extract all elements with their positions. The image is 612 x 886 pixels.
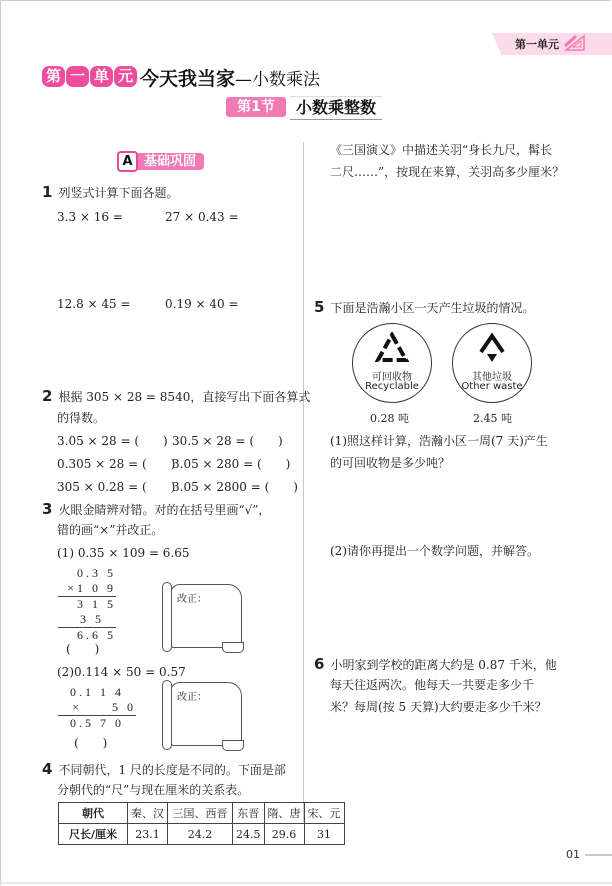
judge-bracket[interactable]: ( ) — [66, 642, 100, 656]
fill-blank-item[interactable]: 30.5 × 28 = ( ) — [172, 434, 283, 448]
section-badge: 第1节 — [226, 97, 286, 117]
bin-label-en: Other waste — [461, 381, 523, 392]
bin-amount: 2.45 吨 — [473, 412, 512, 425]
unit-title — [140, 64, 320, 91]
calc-item: 0.19 × 40 = — [165, 297, 239, 311]
table-cell: 隋、唐 — [264, 803, 304, 824]
unit-badge: 元 — [114, 66, 137, 87]
question-number: 6 — [314, 655, 325, 673]
question-4-cont: 《三国演义》中描述关羽“身长九尺，髯长 — [330, 143, 553, 157]
bin-label-cn: 可回收物 — [372, 372, 412, 383]
recyclable-bin — [352, 323, 432, 403]
question-1 — [42, 183, 178, 201]
question-number: 4 — [42, 760, 53, 778]
section-title: 小数乘整数 — [290, 96, 382, 120]
other-waste-bin — [452, 323, 532, 403]
scroll-foot-decoration — [222, 740, 244, 751]
bin-amount: 0.28 吨 — [370, 412, 409, 425]
calc-item: 3.3 × 16 = — [57, 210, 123, 224]
unit-subtitle: —小数乘法 — [235, 70, 321, 90]
calc-row: ×1 0 9 — [58, 581, 116, 597]
table-row-header: 尺长/厘米 — [59, 824, 128, 845]
fill-blank-item[interactable]: 0.305 × 28 = ( ) — [57, 457, 176, 471]
table-cell: 24.2 — [168, 824, 233, 845]
question-number: 1 — [42, 183, 53, 201]
calc-row: × 5 0 — [58, 700, 136, 716]
fill-blank-item[interactable]: 3.05 × 2800 = ( ) — [172, 480, 298, 494]
table-cell: 24.5 — [233, 824, 265, 845]
page-number-line — [585, 854, 612, 856]
sub-question-2: (2)请你再提出一个数学问题，并解答。 — [330, 544, 539, 558]
section-a-letter: A — [117, 151, 138, 172]
correction-label: 改正： — [177, 594, 207, 605]
question-text: 根据 305 × 28 = 8540，直接写出下面各算式 — [58, 390, 311, 404]
question-text: 火眼金睛辨对错。对的在括号里画“√”， — [58, 503, 271, 517]
other-waste-icon — [475, 332, 509, 366]
question-2 — [42, 387, 310, 405]
calc-row: 0.1 1 4 — [70, 685, 124, 699]
page-number: 01 — [566, 848, 580, 861]
table-row — [59, 824, 345, 845]
table-cell: 23.1 — [128, 824, 168, 845]
unit-badges — [42, 66, 137, 87]
calc-row: 0.3 5 — [77, 566, 116, 580]
calc-row: 3 1 5 — [77, 597, 116, 611]
sub-question-1: (1) 0.35 × 109 = 6.65 — [57, 546, 190, 560]
question-text: 小明家到学校的距离大约是 0.87 千米，他 — [330, 658, 557, 672]
calc-item: 27 × 0.43 = — [165, 210, 239, 224]
table-cell: 秦、汉 — [128, 803, 168, 824]
table-cell: 三国、西晋 — [168, 803, 233, 824]
correction-label: 改正： — [177, 692, 207, 703]
vertical-calc-2 — [58, 685, 136, 731]
question-number: 2 — [42, 387, 53, 405]
question-text-cont: 米？每周(按 5 天算)大约要走多少千米？ — [330, 700, 547, 714]
header-unit-tab-label: 第一单元 — [515, 38, 559, 51]
question-number: 3 — [42, 500, 53, 518]
question-4-cont: 二尺……”，按现在来算，关羽高多少厘米？ — [330, 165, 565, 179]
calc-item: 12.8 × 45 = — [57, 297, 131, 311]
sub-question-2: (2)0.114 × 50 = 0.57 — [57, 665, 186, 679]
bin-label-en: Recyclable — [365, 381, 419, 392]
correction-box[interactable] — [162, 680, 242, 752]
table-row-header: 朝代 — [59, 803, 128, 824]
unit-badge: 一 — [66, 66, 89, 87]
calc-row: 0.5 7 0 — [70, 716, 124, 730]
bottom-border — [0, 882, 612, 884]
unit-badge: 单 — [90, 66, 113, 87]
unit-badge: 第 — [42, 66, 65, 87]
bin-label-cn: 其他垃圾 — [472, 372, 512, 383]
sub-question-1-cont: 的可回收物是多少吨？ — [330, 456, 451, 470]
question-text-cont: 错的画“×”并改正。 — [57, 523, 164, 537]
ruler-triangle-icon — [564, 34, 586, 52]
question-4 — [42, 760, 286, 778]
question-text: 下面是浩瀚小区一天产生垃圾的情况。 — [330, 301, 535, 315]
question-text: 列竖式计算下面各题。 — [58, 186, 179, 200]
table-row — [59, 803, 345, 824]
question-text-cont: 分朝代的“尺”与现在厘米的关系表。 — [57, 783, 250, 797]
question-text-cont: 的得数。 — [57, 411, 106, 425]
fill-blank-item[interactable]: 3.05 × 280 = ( ) — [172, 457, 291, 471]
recycle-icon — [375, 332, 409, 366]
scroll-roll-decoration — [162, 582, 172, 652]
table-cell: 东晋 — [233, 803, 265, 824]
question-6 — [314, 655, 557, 673]
correction-box[interactable] — [162, 582, 242, 654]
table-cell: 宋、元 — [304, 803, 344, 824]
question-text-cont: 每天往返两次。他每天一共要走多少千 — [330, 678, 535, 692]
fill-blank-item[interactable]: 3.05 × 28 = ( ) — [57, 434, 168, 448]
section-a-header — [117, 152, 204, 170]
column-divider — [303, 142, 304, 822]
judge-bracket[interactable]: ( ) — [74, 736, 108, 750]
question-number: 5 — [314, 298, 325, 316]
calc-row: 3 5 — [58, 612, 116, 628]
calc-row: 6.6 5 — [77, 628, 116, 642]
fill-blank-item[interactable]: 305 × 0.28 = ( ) — [57, 480, 176, 494]
dynasty-length-table — [58, 802, 345, 845]
table-cell: 31 — [304, 824, 344, 845]
vertical-calc-1 — [58, 566, 116, 643]
table-cell: 29.6 — [264, 824, 304, 845]
section-a-label: 基础巩固 — [134, 153, 204, 170]
question-text: 不同朝代，1 尺的长度是不同的。下面是部 — [58, 763, 286, 777]
question-5 — [314, 298, 534, 316]
question-3 — [42, 500, 270, 518]
sub-question-1: (1)照这样计算，浩瀚小区一周(7 天)产生 — [330, 434, 548, 448]
unit-title-main: 今天我当家 — [140, 68, 236, 90]
scroll-roll-decoration — [162, 680, 172, 750]
scroll-foot-decoration — [222, 642, 244, 653]
